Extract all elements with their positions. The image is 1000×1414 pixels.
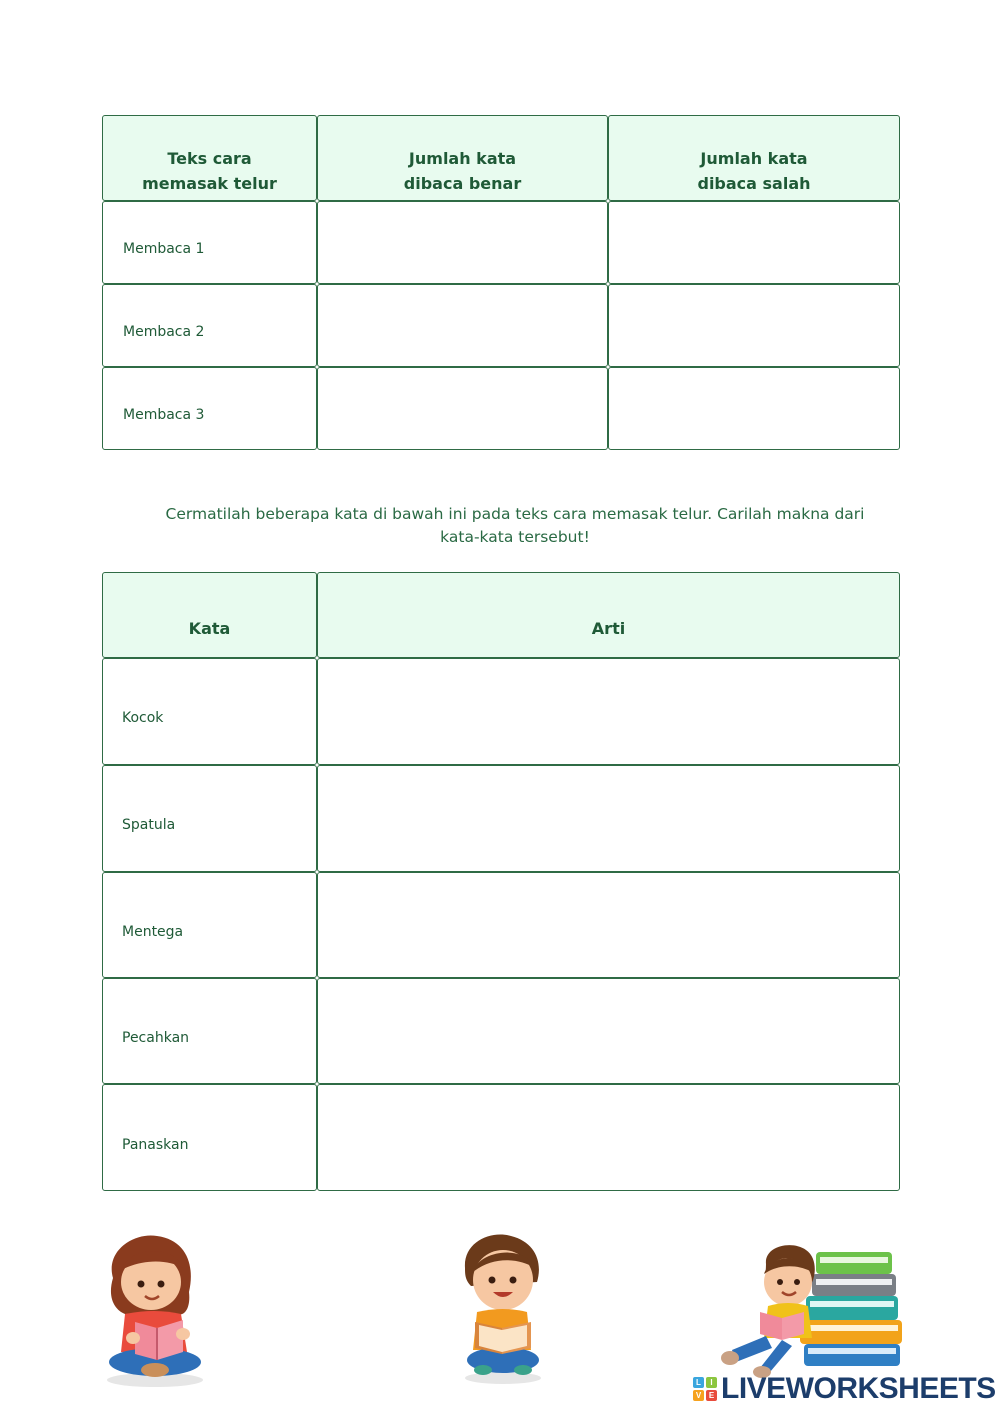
header-cell-text: [102, 115, 317, 201]
answer-cell-wrong[interactable]: [608, 284, 900, 367]
word-label: Pecahkan: [122, 1030, 190, 1046]
header-line: dibaca benar: [403, 174, 522, 193]
liveworksheets-logo: [693, 1372, 996, 1406]
row-label-cell: [102, 201, 317, 284]
meaning-answer-cell[interactable]: [317, 658, 900, 765]
logo-tile: I: [706, 1377, 717, 1388]
instruction-line: kata-kata tersebut!: [440, 528, 590, 546]
meaning-answer-cell[interactable]: [317, 765, 900, 872]
logo-tile: L: [693, 1377, 704, 1388]
logo-tiles-icon: [693, 1377, 717, 1401]
header-line: Teks cara: [167, 149, 252, 168]
word-label: Kocok: [122, 710, 164, 726]
answer-cell-correct[interactable]: [317, 284, 608, 367]
word-cell: [102, 658, 317, 765]
header-label: Arti: [591, 619, 626, 638]
word-label: Panaskan: [122, 1137, 189, 1153]
row-label-cell: [102, 367, 317, 450]
girl-reading-illustration: [95, 1230, 215, 1390]
logo-tile: V: [693, 1390, 704, 1401]
header-line: memasak telur: [142, 174, 277, 193]
header-line: Jumlah kata: [700, 149, 808, 168]
word-label: Spatula: [122, 817, 176, 833]
logo-text: LIVEWORKSHEETS: [721, 1372, 996, 1405]
answer-cell-correct[interactable]: [317, 367, 608, 450]
header-cell-wrong: [608, 115, 900, 201]
meaning-answer-cell[interactable]: [317, 1084, 900, 1191]
header-line: Jumlah kata: [408, 149, 517, 168]
row-label-cell: [102, 284, 317, 367]
word-label: Mentega: [122, 924, 184, 940]
instruction-text: [130, 503, 900, 549]
answer-cell-wrong[interactable]: [608, 201, 900, 284]
answer-cell-wrong[interactable]: [608, 367, 900, 450]
meaning-answer-cell[interactable]: [317, 872, 900, 978]
header-label: Kata: [188, 619, 231, 638]
header-cell-kata: [102, 572, 317, 658]
word-cell: [102, 978, 317, 1084]
header-cell-correct: [317, 115, 608, 201]
boy-reading-illustration: [455, 1232, 550, 1387]
row-label: Membaca 3: [123, 407, 205, 423]
answer-cell-correct[interactable]: [317, 201, 608, 284]
boy-with-books-illustration: [712, 1240, 907, 1380]
row-label: Membaca 1: [123, 241, 205, 257]
meaning-answer-cell[interactable]: [317, 978, 900, 1084]
row-label: Membaca 2: [123, 324, 205, 340]
header-cell-arti: [317, 572, 900, 658]
word-cell: [102, 1084, 317, 1191]
word-cell: [102, 765, 317, 872]
word-cell: [102, 872, 317, 978]
instruction-line: Cermatilah beberapa kata di bawah ini pada teks cara memasak telur. Carilah makna dari: [165, 505, 865, 523]
logo-tile: E: [706, 1390, 717, 1401]
header-line: dibaca salah: [697, 174, 811, 193]
